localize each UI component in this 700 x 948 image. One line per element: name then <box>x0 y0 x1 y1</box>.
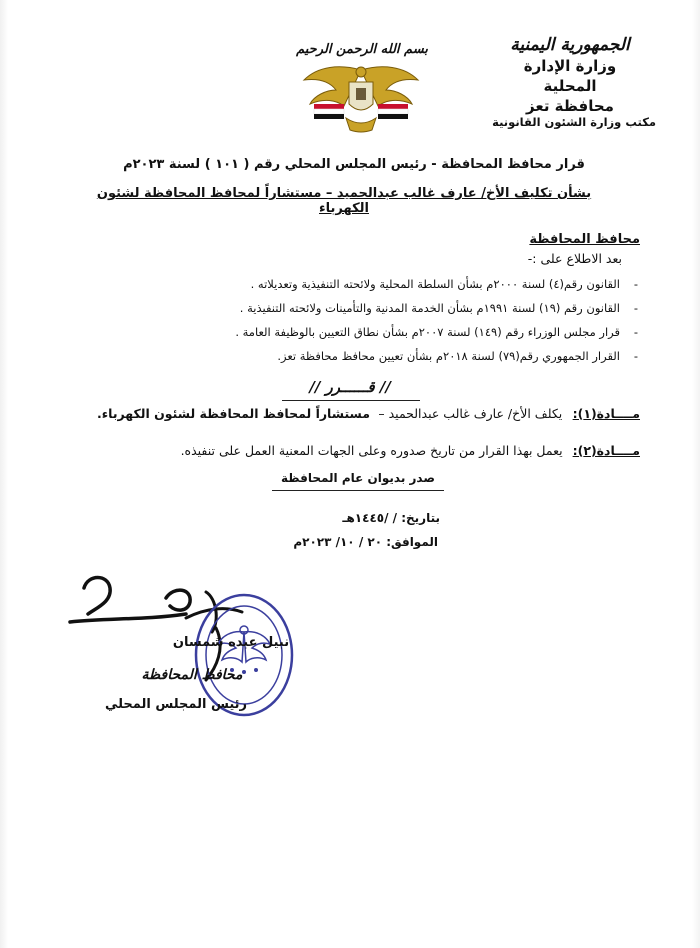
list-item: - القرار الجمهوري رقم(٧٩) لسنة ٢٠١٨م بشأن تعيين محافظ محافظة تعز. <box>80 344 640 368</box>
after-review-label: بعد الاطلاع على :- <box>527 251 622 266</box>
decision-subject <box>84 186 604 216</box>
letterhead <box>500 34 640 116</box>
signatory-title: محافظ المحافظة <box>141 667 243 683</box>
legal-basis-list <box>80 272 640 368</box>
article-2-text: يعمل بهذا القرار من تاريخ صدوره وعلى الجهات المعنية العمل على تنفيذه. <box>180 443 563 458</box>
governor-heading: محافظ المحافظة <box>529 232 640 247</box>
list-item: - القانون رقم(٤) لسنة ٢٠٠٠م بشأن السلطة المحلية ولائحته التنفيذية وتعديلاته . <box>80 272 640 296</box>
office-name: مكتب وزارة الشئون القانونية <box>492 115 656 129</box>
issued-at: صدر بديوان عام المحافظة <box>281 471 435 485</box>
article-1-label: مــــادة(١): <box>572 406 640 421</box>
divider <box>282 400 420 401</box>
republic-eagle-emblem-icon <box>300 60 422 140</box>
hijri-date: بتاريخ: / /١٤٤٥هـ <box>342 511 440 525</box>
decision-title: قرار محافظ المحافظة - رئيس المجلس المحلي رقم ( ١٠١ ) لسنة ٢٠٢٣م <box>123 157 585 172</box>
article-2 <box>181 443 640 458</box>
republic-name: الجمهورية اليمنية <box>510 35 630 55</box>
list-item: - قرار مجلس الوزراء رقم (١٤٩) لسنة ٢٠٠٧م بشأن نطاق التعيين بالوظيفة العامة . <box>80 320 640 344</box>
governorate-name: محافظة تعز <box>526 97 614 115</box>
basmala: بسم الله الرحمن الرحيم <box>296 42 428 57</box>
decision-heading: // قــــــرر // <box>309 378 391 396</box>
list-item: - القانون رقم (١٩) لسنة ١٩٩١م بشأن الخدمة المدنية والتأمينات ولائحته التنفيذية . <box>80 296 640 320</box>
signatory-title-2: رئيس المجلس المحلي <box>104 697 248 712</box>
decision-subject-text: بشأن تكليف الأخ/ عارف غالب عبدالحميد – مستشاراً لمحافظ المحافظة لشئون الكهرباء <box>96 186 592 216</box>
article-1 <box>97 406 640 421</box>
divider <box>272 490 444 491</box>
signatory-name: نبيل عبده شمسان <box>172 635 290 650</box>
article-2-label: مــــادة(٢): <box>572 443 640 458</box>
article-1-text: يكلف الأخ/ عارف غالب عبدالحميد – <box>378 406 563 421</box>
ministry-name: وزارة الإدارة المحلية <box>523 57 617 95</box>
article-1-text-bold: مستشاراً لمحافظ المحافظة لشئون الكهرباء. <box>96 406 371 421</box>
gregorian-date: الموافق: ٢٠ / ١٠/ ٢٠٢٣م <box>293 535 438 549</box>
